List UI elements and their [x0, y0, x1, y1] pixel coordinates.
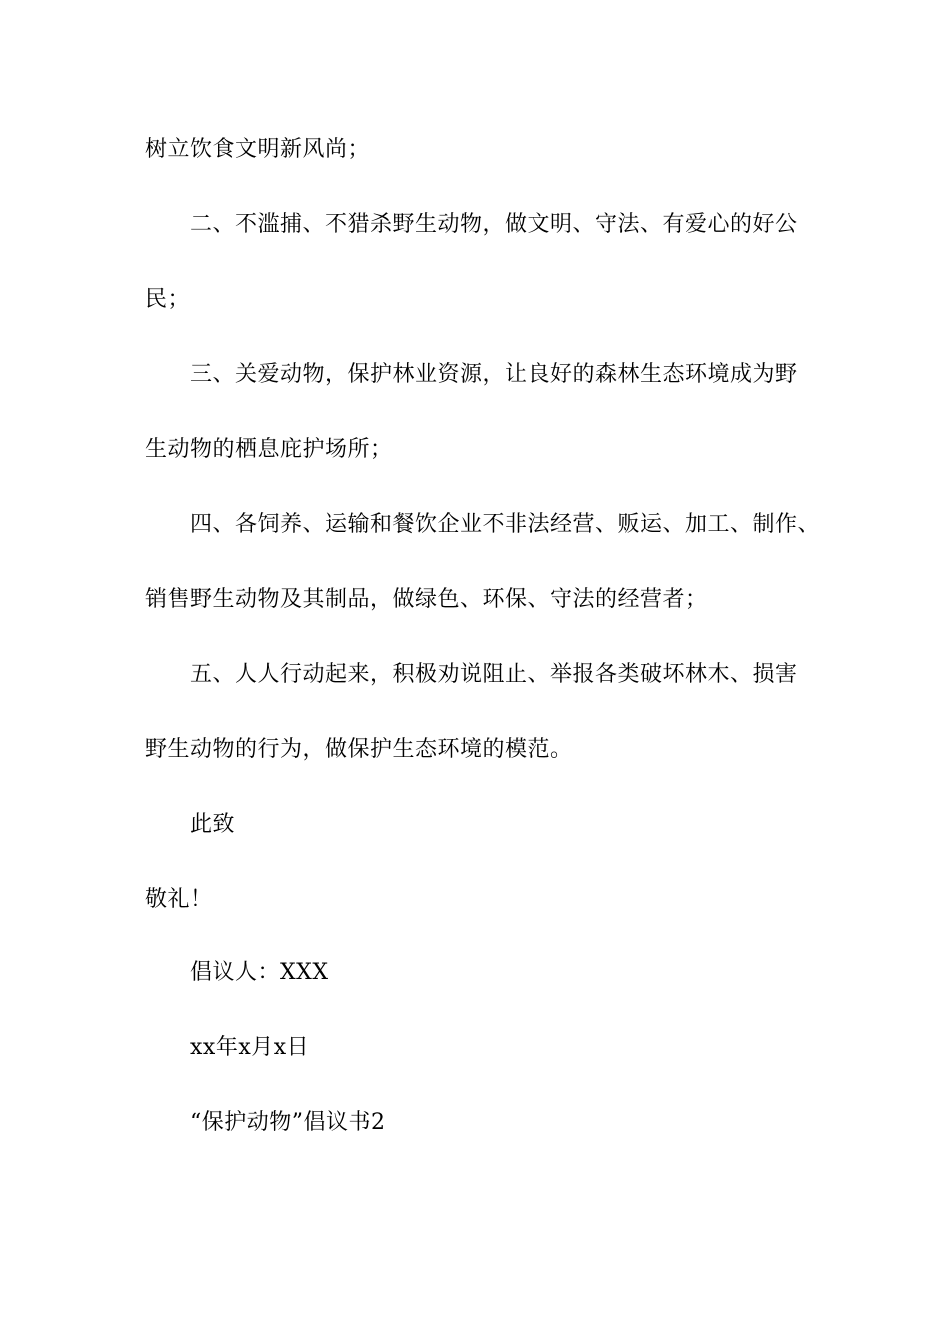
text-line: 五、人人行动起来，积极劝说阻止、举报各类破坏林木、损害 — [190, 662, 798, 687]
text-line: 三、关爱动物，保护林业资源，让良好的森林生态环境成为野 — [190, 362, 798, 387]
text-line: 树立饮食文明新风尚； — [145, 137, 371, 162]
text-line: 销售野生动物及其制品，做绿色、环保、守法的经营者； — [145, 587, 708, 612]
date-line: xx年x月x日 — [190, 1035, 310, 1060]
text-line: 四、各饲养、运输和餐饮企业不非法经营、贩运、加工、制作、 — [190, 512, 821, 537]
text-line: 民； — [145, 287, 191, 312]
closing-salutation: 此致 — [190, 812, 236, 837]
text-line: 野生动物的行为，做保护生态环境的模范。 — [145, 737, 573, 762]
signatory: 倡议人：XXX — [190, 960, 329, 985]
closing-respect: 敬礼！ — [145, 887, 213, 912]
next-title: “保护动物”倡议书2 — [190, 1110, 386, 1135]
text-line: 生动物的栖息庇护场所； — [145, 437, 393, 462]
text-line: 二、不滥捕、不猎杀野生动物，做文明、守法、有爱心的好公 — [190, 212, 798, 237]
